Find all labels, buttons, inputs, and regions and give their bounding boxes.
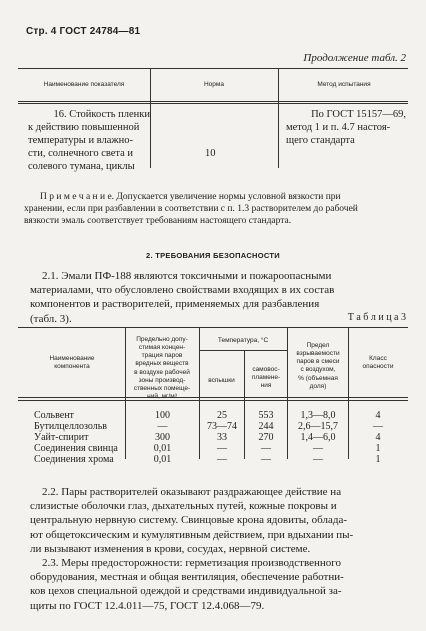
header-line: компонента xyxy=(54,363,90,371)
section-title: 2. ТРЕБОВАНИЯ БЕЗОПАСНОСТИ xyxy=(145,251,280,260)
note-line: П р и м е ч а н и е. Допускается увеличение нормы условной вязкости при xyxy=(40,192,341,202)
table-3-title: Т а б л и ц а 3 xyxy=(347,312,406,323)
indicator-line: сти, солнечного света и xyxy=(28,148,134,159)
table-2-method-cell xyxy=(286,108,406,147)
indicator-line: к действию повышенной xyxy=(28,122,140,133)
paragraph-line: ют общетоксическим и кумулятивным действием, при вдыхании пы- xyxy=(30,528,354,541)
col-component xyxy=(20,355,124,371)
cell-auto: 270 xyxy=(258,432,274,443)
cell-class: 1 xyxy=(375,454,381,465)
header-line: опасности xyxy=(362,363,394,371)
header-line: ния xyxy=(260,382,272,390)
cell-flash: — xyxy=(217,454,227,465)
col-explosive-limits xyxy=(288,342,348,391)
table-2-norm-value: 10 xyxy=(205,148,216,159)
cell-mac: — xyxy=(157,421,168,432)
cell-limits: 2,6—15,7 xyxy=(298,421,338,432)
cell-mac: 100 xyxy=(155,410,170,421)
paragraph-line: ли вызывают изменения в крови, сосудах, нервной системе. xyxy=(30,542,311,555)
header-line: зоны производ- xyxy=(138,376,186,384)
header-line: самовос- xyxy=(252,366,280,373)
cell-auto: — xyxy=(261,454,271,465)
header-line: взрываемости xyxy=(296,350,340,358)
cell-component: Соединения свинца xyxy=(34,443,118,454)
header-line: % (объемная xyxy=(298,374,338,382)
col-flash-point: вспышки xyxy=(208,377,235,384)
cell-mac: 0,01 xyxy=(153,454,172,465)
cell-component: Бутилцеллозольв xyxy=(34,421,108,432)
cell-class: — xyxy=(373,421,383,432)
cell-limits: — xyxy=(313,454,323,465)
header-line: с воздухом, xyxy=(300,366,336,374)
col-hazard-class xyxy=(349,355,407,371)
cell-limits: — xyxy=(313,443,323,454)
note-line: вязкости эмаль соответствует требованиям настоящего стандарта. xyxy=(24,216,292,226)
note-line: хранении, если при разбавлении в соответствии с п. 1.3 растворителем до рабочей xyxy=(24,204,358,214)
table-2-col-norm: Норма xyxy=(203,81,224,88)
indicator-line: 16. Стойкость пленки xyxy=(53,109,150,120)
cell-limits: 1,4—6,0 xyxy=(300,432,336,443)
header-line: Класс xyxy=(369,355,387,362)
paragraph-line: 2.2. Пары растворителей оказывают раздражающее действие на xyxy=(42,486,342,498)
cell-flash: 73—74 xyxy=(207,421,237,432)
cell-auto: 244 xyxy=(258,421,274,432)
method-line: По ГОСТ 15157—69, xyxy=(311,109,406,120)
paragraph-line: слизистые оболочки глаз, дыхательных путей, кожные покровы и xyxy=(30,500,337,513)
paragraph-line: 2.1. Эмали ПФ-188 являются токсичными и пожароопасными xyxy=(42,270,332,282)
paragraph-line: (табл. 3). xyxy=(30,312,72,325)
cell-flash: 25 xyxy=(217,410,227,421)
page-header: Стр. 4 ГОСТ 24784—81 xyxy=(26,26,141,37)
cell-component: Уайт-спирит xyxy=(34,432,89,443)
paragraph-line: оборудования, местная и общая вентиляция, обеспечение работни- xyxy=(30,571,344,584)
header-line: трация паров xyxy=(141,352,183,360)
paragraph-line: ков цехов специальной одеждой и средствами индивидуальной за- xyxy=(30,585,342,598)
paragraph-line: центральную нервную систему. Свинцовые крона ядовиты, облада- xyxy=(30,514,347,527)
paragraph-line: 2.3. Меры предосторожности: герметизация производственного xyxy=(42,557,341,569)
col-autoignition xyxy=(245,366,287,390)
paragraph-2-3 xyxy=(30,556,410,613)
cell-component: Сольвент xyxy=(34,410,74,421)
header-line: вредных веществ xyxy=(135,360,189,368)
table-2-col-indicator: Наименование показателя xyxy=(43,81,125,88)
col-temperature: Температура, °С xyxy=(217,337,269,344)
indicator-line: температуры и влажно- xyxy=(28,135,134,146)
header-line: Предельно допу- xyxy=(136,336,188,343)
method-line: метод 1 и п. 4.7 настоя- xyxy=(286,122,391,133)
header-line: ний, мг/м³ xyxy=(147,392,177,400)
method-line: щего стандарта xyxy=(286,135,355,146)
cell-flash: 33 xyxy=(217,432,227,443)
header-line: доля) xyxy=(309,382,327,390)
cell-mac: 300 xyxy=(155,432,170,443)
paragraph-line: щиты по ГОСТ 12.4.011—75, ГОСТ 12.4.068—79. xyxy=(30,599,265,612)
header-line: стимая концен- xyxy=(138,344,186,352)
paragraph-line: материалами, что обусловлено свойствами входящих в их состав xyxy=(30,284,335,297)
header-line: Наименование xyxy=(49,355,95,362)
header-line: в воздухе рабочей xyxy=(134,368,190,376)
cell-class: 1 xyxy=(375,443,381,454)
table-2-indicator-cell xyxy=(28,108,150,173)
table-2-col-method: Метод испытания xyxy=(317,81,371,88)
header-line: пламене- xyxy=(251,374,281,382)
header-line: паров в смеси xyxy=(296,358,340,366)
cell-flash: — xyxy=(217,443,227,454)
cell-class: 4 xyxy=(375,432,381,443)
cell-mac: 0,01 xyxy=(153,443,172,454)
cell-auto: 553 xyxy=(258,410,274,421)
cell-auto: — xyxy=(261,443,271,454)
note xyxy=(24,191,410,227)
cell-component: Соединения хрома xyxy=(34,454,114,465)
cell-limits: 1,3—8,0 xyxy=(300,410,336,421)
header-line: ственных помеще- xyxy=(133,384,191,392)
paragraph-line: компонентов и растворителей, применяемых для разбавления xyxy=(30,298,320,311)
header-line: Предел xyxy=(306,342,330,349)
cell-class: 4 xyxy=(375,410,381,421)
table-2-continuation-label: Продолжение табл. 2 xyxy=(303,52,406,64)
indicator-line: солевого тумана, циклы xyxy=(28,161,135,172)
col-max-concentration xyxy=(126,336,198,401)
paragraph-2-2 xyxy=(30,485,410,556)
